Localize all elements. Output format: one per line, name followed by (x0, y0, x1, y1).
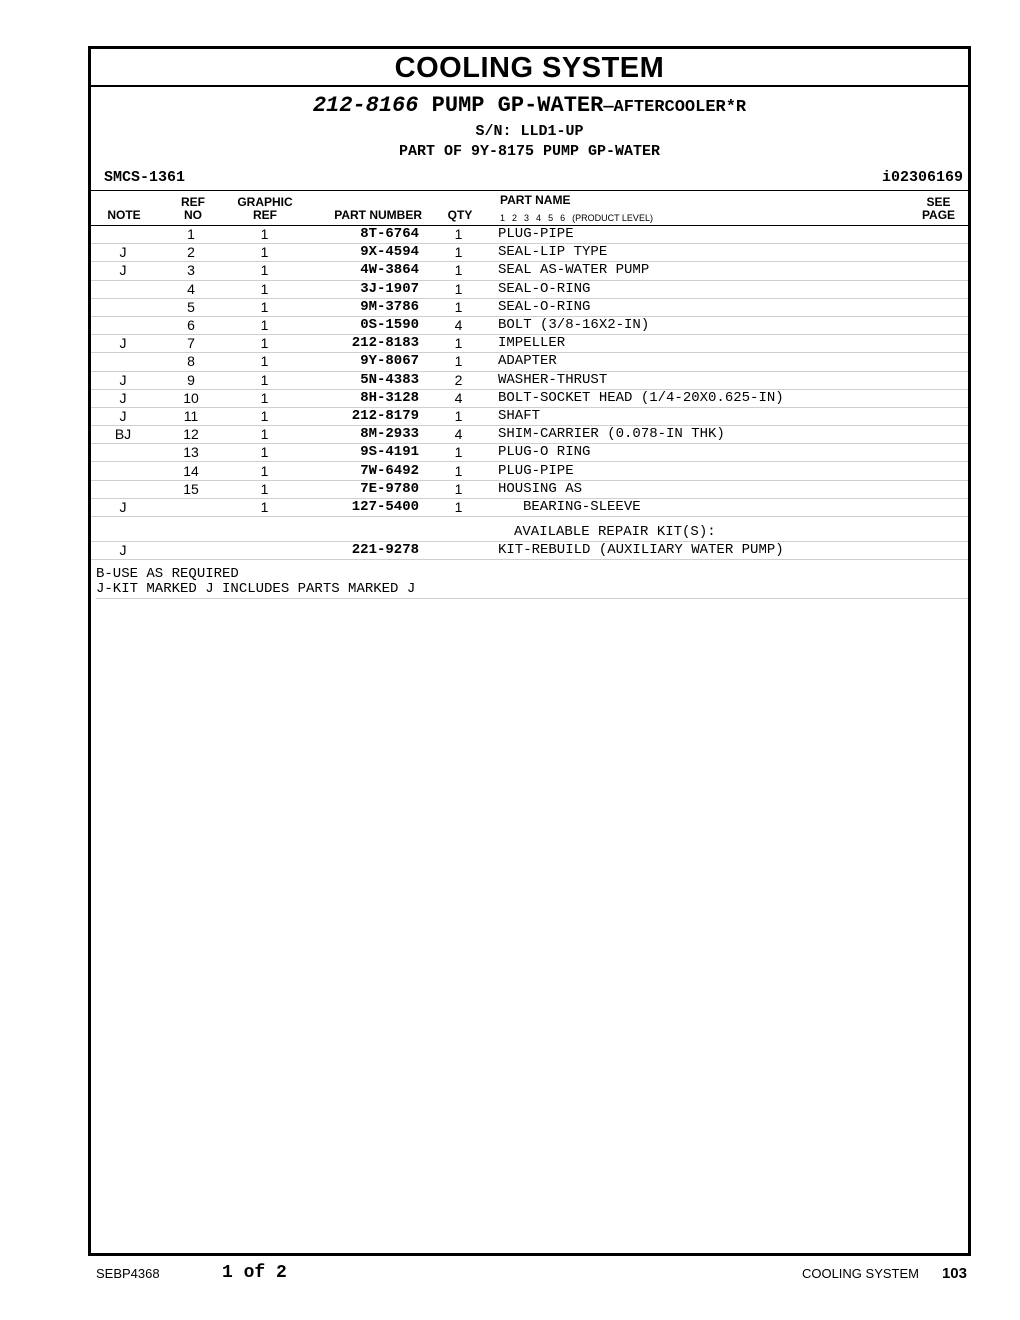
cell-part-number: 221-9278 (302, 542, 419, 560)
cell-part-name: PLUG-PIPE (498, 462, 968, 480)
table-row (91, 335, 968, 353)
cell-part-number: 9M-3786 (302, 298, 419, 316)
table-row (91, 542, 968, 560)
col-graphic-ref (231, 196, 299, 222)
table-row (91, 316, 968, 334)
cell-graphic-ref: 1 (227, 407, 302, 425)
footer-section: COOLING SYSTEM (801, 1266, 919, 1281)
col-see-page-top: SEE (926, 195, 951, 209)
cell-part-name: PLUG-PIPE (498, 226, 968, 244)
cell-qty: 1 (419, 444, 498, 462)
serial-range: S/N: LLD1-UP (475, 123, 584, 140)
header-top-rule (91, 190, 968, 191)
cell-part-name: BOLT (3/8-16X2-IN) (498, 316, 968, 334)
cell-note (91, 280, 155, 298)
cell-part-number: 9X-4594 (302, 244, 419, 262)
cell-ref-no: 5 (155, 298, 227, 316)
cell-part-name: HOUSING AS (498, 480, 968, 498)
cell-qty: 2 (419, 371, 498, 389)
parts-table (91, 226, 968, 560)
cell-note (91, 462, 155, 480)
table-row (91, 498, 968, 516)
level-4: 4 (536, 213, 542, 223)
cell-ref-no: 6 (155, 316, 227, 334)
table-row (91, 298, 968, 316)
repair-kits-heading-row (91, 517, 968, 542)
cell-note (91, 353, 155, 371)
cell-note (91, 298, 155, 316)
table-row (91, 480, 968, 498)
cell-graphic-ref: 1 (227, 462, 302, 480)
cell-ref-no: 4 (155, 280, 227, 298)
cell-ref-no: 7 (155, 335, 227, 353)
cell-part-number: 3J-1907 (302, 280, 419, 298)
cell-ref-no: 13 (155, 444, 227, 462)
group-name: PUMP GP-WATER (431, 93, 604, 118)
table-row (91, 244, 968, 262)
cell-graphic-ref: 1 (227, 298, 302, 316)
table-row (91, 353, 968, 371)
cell-graphic-ref: 1 (227, 316, 302, 334)
cell-part-number: 4W-3864 (302, 262, 419, 280)
cell-qty: 1 (419, 262, 498, 280)
product-levels (500, 213, 660, 223)
cell-graphic-ref: 1 (227, 389, 302, 407)
cell-qty: 1 (419, 335, 498, 353)
cell-part-number: 8H-3128 (302, 389, 419, 407)
cell-part-name: WASHER-THRUST (498, 371, 968, 389)
spacer-cell (91, 517, 498, 542)
cell-qty: 1 (419, 353, 498, 371)
cell-part-number: 212-8179 (302, 407, 419, 425)
cell-qty: 1 (419, 407, 498, 425)
cell-part-name: PLUG-O RING (498, 444, 968, 462)
cell-ref-no (155, 542, 227, 560)
cell-part-name: ADAPTER (498, 353, 968, 371)
cell-ref-no: 2 (155, 244, 227, 262)
cell-note: J (91, 262, 155, 280)
notes-block (96, 567, 968, 599)
cell-part-number: 8M-2933 (302, 426, 419, 444)
cell-ref-no: 8 (155, 353, 227, 371)
group-number: 212-8166 (312, 93, 419, 118)
cell-part-number: 7E-9780 (302, 480, 419, 498)
cell-part-number: 212-8183 (302, 335, 419, 353)
col-part-number: PART NUMBER (334, 208, 422, 222)
cell-qty: 1 (419, 480, 498, 498)
cell-graphic-ref: 1 (227, 353, 302, 371)
cell-graphic-ref: 1 (227, 498, 302, 516)
section-title: COOLING SYSTEM (91, 49, 968, 87)
cell-graphic-ref: 1 (227, 426, 302, 444)
cell-ref-no: 10 (155, 389, 227, 407)
page-number: 103 (941, 1265, 967, 1282)
col-ref-no-bottom: NO (184, 208, 202, 222)
table-row (91, 389, 968, 407)
cell-qty: 4 (419, 426, 498, 444)
page-of: 1 of 2 (222, 1263, 287, 1283)
cell-part-number: 9Y-8067 (302, 353, 419, 371)
cell-note: J (91, 407, 155, 425)
cell-graphic-ref: 1 (227, 335, 302, 353)
col-ref-no-top: REF (181, 195, 205, 209)
group-suffix: —AFTERCOOLER*R (603, 98, 747, 117)
cell-ref-no: 14 (155, 462, 227, 480)
table-row (91, 426, 968, 444)
cell-part-number: 0S-1590 (302, 316, 419, 334)
level-2: 2 (512, 213, 518, 223)
cell-part-number: 127-5400 (302, 498, 419, 516)
cell-note: J (91, 498, 155, 516)
cell-note: J (91, 371, 155, 389)
cell-note (91, 444, 155, 462)
cell-part-name: KIT-REBUILD (AUXILIARY WATER PUMP) (498, 542, 968, 560)
cell-graphic-ref: 1 (227, 280, 302, 298)
cell-ref-no: 1 (155, 226, 227, 244)
table-row (91, 444, 968, 462)
cell-part-name: SEAL-LIP TYPE (498, 244, 968, 262)
cell-ref-no (155, 498, 227, 516)
cell-qty: 1 (419, 498, 498, 516)
cell-ref-no: 3 (155, 262, 227, 280)
cell-ref-no: 12 (155, 426, 227, 444)
cell-graphic-ref: 1 (227, 226, 302, 244)
cell-part-name: SEAL-O-RING (498, 280, 968, 298)
illustration-id: i02306169 (881, 169, 963, 186)
table-row (91, 226, 968, 244)
cell-qty (419, 542, 498, 560)
cell-graphic-ref (227, 542, 302, 560)
cell-part-number: 5N-4383 (302, 371, 419, 389)
group-title (91, 93, 968, 118)
col-see-page-bottom: PAGE (921, 208, 956, 222)
doc-id: SEBP4368 (96, 1266, 160, 1281)
product-level-label: (PRODUCT LEVEL) (572, 213, 653, 223)
cell-qty: 1 (419, 298, 498, 316)
col-note (104, 209, 144, 222)
cell-note: BJ (91, 426, 155, 444)
repair-kits-heading: AVAILABLE REPAIR KIT(S): (498, 517, 968, 542)
cell-part-name: SHAFT (498, 407, 968, 425)
table-row (91, 280, 968, 298)
level-6: 6 (560, 213, 566, 223)
cell-qty: 1 (419, 226, 498, 244)
cell-graphic-ref: 1 (227, 480, 302, 498)
parts-page-frame (88, 46, 971, 1256)
table-row (91, 371, 968, 389)
cell-qty: 1 (419, 280, 498, 298)
cell-part-number: 7W-6492 (302, 462, 419, 480)
level-1: 1 (500, 213, 506, 223)
table-row (91, 462, 968, 480)
cell-note: J (91, 389, 155, 407)
cell-note (91, 316, 155, 334)
col-note-label: NOTE (107, 208, 141, 222)
cell-graphic-ref: 1 (227, 262, 302, 280)
col-ref-no (173, 196, 213, 222)
cell-note: J (91, 244, 155, 262)
cell-part-number: 8T-6764 (302, 226, 419, 244)
cell-part-name: SEAL AS-WATER PUMP (498, 262, 968, 280)
cell-note (91, 226, 155, 244)
col-graphic-ref-bottom: REF (253, 208, 277, 222)
cell-note: J (91, 542, 155, 560)
smcs-code: SMCS-1361 (104, 169, 186, 186)
cell-ref-no: 15 (155, 480, 227, 498)
cell-graphic-ref: 1 (227, 444, 302, 462)
cell-qty: 1 (419, 244, 498, 262)
cell-part-name: SHIM-CARRIER (0.078-IN THK) (498, 426, 968, 444)
cell-graphic-ref: 1 (227, 244, 302, 262)
col-graphic-ref-top: GRAPHIC (237, 195, 293, 209)
col-see-page (916, 196, 961, 222)
cell-qty: 4 (419, 389, 498, 407)
cell-part-name: BEARING-SLEEVE (498, 498, 968, 516)
cell-ref-no: 9 (155, 371, 227, 389)
cell-part-name: BOLT-SOCKET HEAD (1/4-20X0.625-IN) (498, 389, 968, 407)
cell-ref-no: 11 (155, 407, 227, 425)
table-row (91, 407, 968, 425)
note-b: B-USE AS REQUIRED (96, 566, 239, 582)
col-part-name: PART NAME (500, 193, 571, 207)
level-5: 5 (548, 213, 554, 223)
col-qty: QTY (447, 208, 473, 222)
cell-part-name: SEAL-O-RING (498, 298, 968, 316)
cell-note (91, 480, 155, 498)
cell-note: J (91, 335, 155, 353)
cell-part-name: IMPELLER (498, 335, 968, 353)
level-3: 3 (524, 213, 530, 223)
cell-qty: 4 (419, 316, 498, 334)
cell-graphic-ref: 1 (227, 371, 302, 389)
cell-part-number: 9S-4191 (302, 444, 419, 462)
table-row (91, 262, 968, 280)
part-of: PART OF 9Y-8175 PUMP GP-WATER (398, 143, 661, 160)
cell-qty: 1 (419, 462, 498, 480)
note-j: J-KIT MARKED J INCLUDES PARTS MARKED J (96, 581, 416, 597)
